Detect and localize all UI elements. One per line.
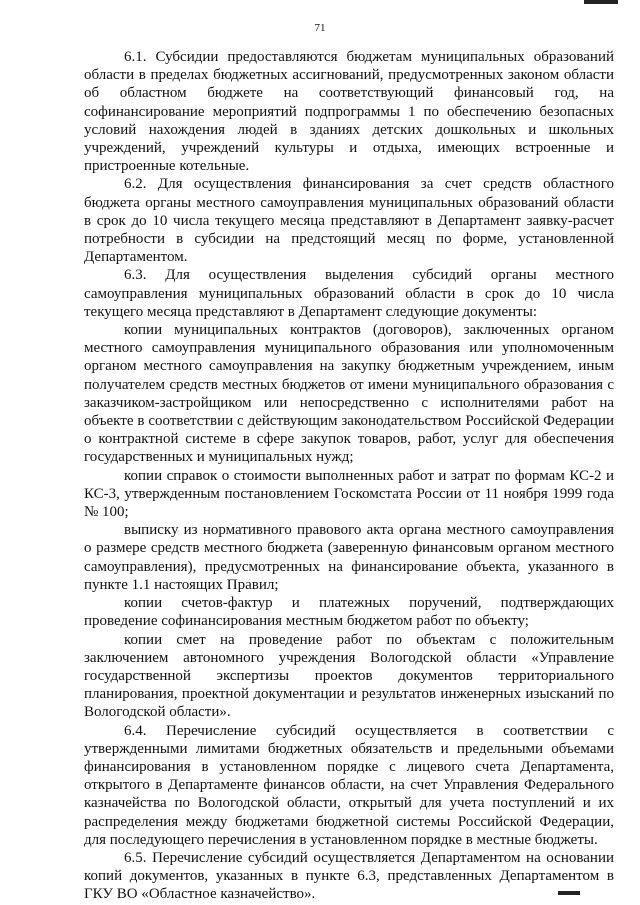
list-item-extract: выписку из нормативного правового акта органа местного самоуправления о размере средств местного бюджета (заверенную финансовым органом местного самоуправления), предусмотренных на финансирование объекта, указанного в пункте 1.1 настоящих Правил; (84, 522, 614, 593)
paragraph-6-2: 6.2. Для осуществления финансирования за счет средств областного бюджета органы местного самоуправления муниципальных образований области в срок до 10 числа текущего месяца представляют в Департамент заявку-расчет потребности в субсидии на предстоящий месяц по форме, установленной Департаментом. (84, 176, 614, 266)
list-item-invoices: копии счетов-фактур и платежных поручений, подтверждающих проведение софинансирования местным бюджетом работ по объекту; (84, 595, 614, 630)
page-number: 71 (314, 22, 326, 34)
list-item-contracts: копии муниципальных контрактов (договоров), заключенных органом местного самоуправления муниципального образования или уполномоченным органом местного самоуправления на закупку бюджетным учреждением, иным получателем средств местных бюджетов от имени муниципального образования с заказчиком-застройщиком или непосредственно с исполнителями работ на объекте в соответствии с действующим законодательством Российской Федерации о контрактной системе в сфере закупок товаров, работ, услуг для обеспечения государственных и муниципальных нужд; (84, 322, 614, 466)
scan-mark (584, 0, 618, 4)
scan-mark (558, 891, 580, 895)
paragraph-6-1: 6.1. Субсидии предоставляются бюджетам муниципальных образований области в пределах бюджетных ассигнований, предусмотренных законом области об областном бюджете на соответствующий финансовый год, на софинансирование мероприятий подпрограммы 1 по обеспечению безопасных условий нахождения людей в зданиях детских дошкольных и школьных учреждений, учреждений культуры и отдыха, имеющих встроенные и пристроенные котельные. (84, 49, 614, 175)
list-item-estimates: копии смет на проведение работ по объектам с положительным заключением автономного учреждения Вологодской области «Управление государственной экспертизы проектов документов территориального планирования, проектной документации и результатов инженерных изысканий по Вологодской области». (84, 631, 614, 721)
paragraph-6-5: 6.5. Перечисление субсидий осуществляется Департаментом на основании копий документов, указанных в пункте 6.3, представленных Департаментом в ГКУ ВО «Областное казначейство». (84, 849, 614, 903)
paragraph-6-3: 6.3. Для осуществления выделения субсидий органы местного самоуправления муниципальных образований области в срок до 10 числа текущего месяца представляют в Департамент следующие документы: (84, 267, 614, 320)
document-body (84, 48, 614, 904)
paragraph-6-4: 6.4. Перечисление субсидий осуществляется в соответствии с утвержденными лимитами бюджетных обязательств и предельными объемами финансирования в установленном порядке с лицевого счета Департамента, открытого в Департаменте финансов области, на счет Управления Федерального казначейства по Вологодской области, открытый для учета поступлений и их распределения между бюджетами бюджетной системы Российской Федерации, для последующего перечисления в установленном порядке в местные бюджеты. (84, 722, 614, 848)
list-item-certificates: копии справок о стоимости выполненных работ и затрат по формам КС-2 и КС-3, утвержденным постановлением Госкомстата России от 11 ноября 1999 года № 100; (84, 467, 614, 521)
